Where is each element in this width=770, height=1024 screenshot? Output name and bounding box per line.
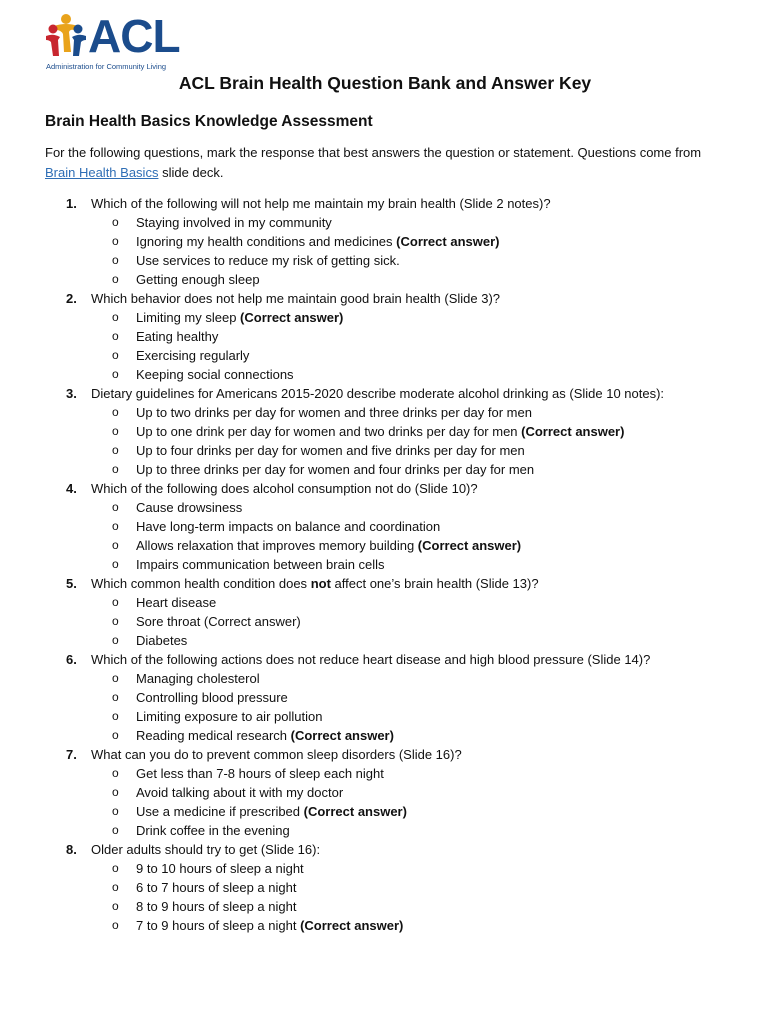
correct-answer-mark: (Correct answer) [300, 918, 404, 933]
answer-option [0, 593, 770, 612]
option-text: Impairs communication between brain cells [136, 557, 385, 572]
answer-option [0, 688, 770, 707]
document-title: ACL Brain Health Question Bank and Answer Key [178, 73, 592, 93]
question-number: 3. [66, 386, 77, 401]
option-text: Avoid talking about it with my doctor [136, 785, 344, 800]
answer-option [0, 536, 770, 555]
question-list [0, 194, 770, 935]
option-text: Sore throat (Correct answer) [136, 614, 301, 629]
option-text: Controlling blood pressure [136, 690, 288, 705]
intro-paragraph [45, 143, 735, 183]
question-emphasis: not [310, 576, 331, 591]
option-text: Exercising regularly [136, 348, 250, 363]
bullet-icon: o [112, 614, 119, 628]
answer-option [0, 460, 770, 479]
question-1 [0, 194, 770, 213]
option-text: Up to two drinks per day for women and three drinks per day for men [136, 405, 532, 420]
option-text: Eating healthy [136, 329, 219, 344]
bullet-icon: o [112, 766, 119, 780]
bullet-icon: o [112, 538, 119, 552]
question-text: Dietary guidelines for Americans 2015-2020 describe moderate alcohol drinking as (Slide 10 notes): [91, 386, 665, 401]
question-6 [0, 650, 770, 669]
bullet-icon: o [112, 462, 119, 476]
option-text: 8 to 9 hours of sleep a night [136, 899, 297, 914]
bullet-icon: o [112, 804, 119, 818]
correct-answer-mark: (Correct answer) [396, 234, 500, 249]
bullet-icon: o [112, 253, 119, 267]
bullet-icon: o [112, 500, 119, 514]
question-text: Which common health condition does [91, 576, 311, 591]
correct-answer-mark: (Correct answer) [521, 424, 625, 439]
answer-option [0, 422, 770, 441]
bullet-icon: o [112, 595, 119, 609]
option-text: Cause drowsiness [136, 500, 243, 515]
bullet-icon: o [112, 728, 119, 742]
option-text: Up to one drink per day for women and two drinks per day for men [136, 424, 522, 439]
option-text: Reading medical research [136, 728, 291, 743]
answer-option [0, 821, 770, 840]
question-number: 6. [66, 652, 77, 667]
bullet-icon: o [112, 671, 119, 685]
bullet-icon: o [112, 405, 119, 419]
answer-option [0, 498, 770, 517]
question-text: Which of the following actions does not reduce heart disease and high blood pressure (Slide 14)? [91, 652, 651, 667]
option-text: Ignoring my health conditions and medicines [136, 234, 397, 249]
question-3 [0, 384, 770, 403]
bullet-icon: o [112, 367, 119, 381]
option-text: Drink coffee in the evening [136, 823, 290, 838]
question-text-end: affect one’s brain health (Slide 13)? [330, 576, 539, 591]
answer-option [0, 232, 770, 251]
answer-option [0, 726, 770, 745]
question-8 [0, 840, 770, 859]
question-2 [0, 289, 770, 308]
answer-option [0, 802, 770, 821]
answer-option [0, 764, 770, 783]
bullet-icon: o [112, 880, 119, 894]
bullet-icon: o [112, 918, 119, 932]
acl-logo [44, 12, 184, 72]
question-number: 8. [66, 842, 77, 857]
answer-option [0, 897, 770, 916]
answer-option [0, 270, 770, 289]
section-heading: Brain Health Basics Knowledge Assessment [45, 113, 373, 130]
option-text: Limiting exposure to air pollution [136, 709, 323, 724]
bullet-icon: o [112, 899, 119, 913]
bullet-icon: o [112, 272, 119, 286]
answer-option [0, 783, 770, 802]
option-text: 6 to 7 hours of sleep a night [136, 880, 297, 895]
answer-option [0, 612, 770, 631]
question-text: Which behavior does not help me maintain good brain health (Slide 3)? [91, 291, 501, 306]
answer-option [0, 916, 770, 935]
bullet-icon: o [112, 633, 119, 647]
correct-answer-mark: (Correct answer) [417, 538, 522, 553]
question-number: 5. [66, 576, 77, 591]
question-text: Which of the following will not help me maintain my brain health (Slide 2 notes)? [91, 196, 551, 211]
question-number: 7. [66, 747, 77, 762]
answer-option [0, 441, 770, 460]
correct-answer-mark: (Correct answer) [303, 804, 407, 819]
bullet-icon: o [112, 861, 119, 875]
option-text: 9 to 10 hours of sleep a night [136, 861, 304, 876]
question-text: Older adults should try to get (Slide 16): [91, 842, 321, 857]
bullet-icon: o [112, 557, 119, 571]
bullet-icon: o [112, 234, 119, 248]
answer-option [0, 327, 770, 346]
option-text: Get less than 7-8 hours of sleep each night [136, 766, 384, 781]
option-text: Heart disease [136, 595, 217, 610]
option-text: Allows relaxation that improves memory building [136, 538, 418, 553]
option-text: Managing cholesterol [136, 671, 260, 686]
brain-health-basics-link[interactable]: Brain Health Basics [45, 165, 159, 180]
question-7 [0, 745, 770, 764]
option-text: Up to three drinks per day for women and four drinks per day for men [136, 462, 535, 477]
option-text: Staying involved in my community [136, 215, 332, 230]
question-number: 2. [66, 291, 77, 306]
intro-text-end: slide deck. [158, 165, 224, 180]
question-text: What can you do to prevent common sleep disorders (Slide 16)? [91, 747, 462, 762]
logo-wordmark: ACL [88, 10, 180, 62]
option-text: 7 to 9 hours of sleep a night [136, 918, 301, 933]
bullet-icon: o [112, 348, 119, 362]
answer-option [0, 859, 770, 878]
bullet-icon: o [112, 709, 119, 723]
answer-option [0, 346, 770, 365]
intro-text: For the following questions, mark the response that best answers the question or statement. Questions come from [45, 145, 702, 160]
answer-option [0, 308, 770, 327]
acl-figures-icon [44, 12, 92, 62]
answer-option [0, 707, 770, 726]
bullet-icon: o [112, 785, 119, 799]
correct-answer-mark: (Correct answer) [290, 728, 394, 743]
option-text: Up to four drinks per day for women and five drinks per day for men [136, 443, 525, 458]
bullet-icon: o [112, 310, 119, 324]
bullet-icon: o [112, 519, 119, 533]
answer-option [0, 365, 770, 384]
bullet-icon: o [112, 329, 119, 343]
question-number: 4. [66, 481, 77, 496]
option-text: Getting enough sleep [136, 272, 260, 287]
answer-option [0, 403, 770, 422]
answer-option [0, 555, 770, 574]
option-text: Use a medicine if prescribed [136, 804, 304, 819]
bullet-icon: o [112, 690, 119, 704]
question-number: 1. [66, 196, 77, 211]
bullet-icon: o [112, 823, 119, 837]
question-5 [0, 574, 770, 593]
answer-option [0, 669, 770, 688]
answer-option [0, 878, 770, 897]
option-text: Limiting my sleep [136, 310, 241, 325]
answer-option [0, 251, 770, 270]
answer-option [0, 517, 770, 536]
question-text: Which of the following does alcohol consumption not do (Slide 10)? [91, 481, 478, 496]
option-text: Have long-term impacts on balance and coordination [136, 519, 441, 534]
question-4 [0, 479, 770, 498]
bullet-icon: o [112, 215, 119, 229]
option-text: Diabetes [136, 633, 188, 648]
correct-answer-mark: (Correct answer) [240, 310, 344, 325]
option-text: Keeping social connections [136, 367, 294, 382]
logo-tagline: Administration for Community Living [46, 62, 167, 71]
bullet-icon: o [112, 424, 119, 438]
option-text: Use services to reduce my risk of getting sick. [136, 253, 400, 268]
bullet-icon: o [112, 443, 119, 457]
answer-option [0, 631, 770, 650]
answer-option [0, 213, 770, 232]
